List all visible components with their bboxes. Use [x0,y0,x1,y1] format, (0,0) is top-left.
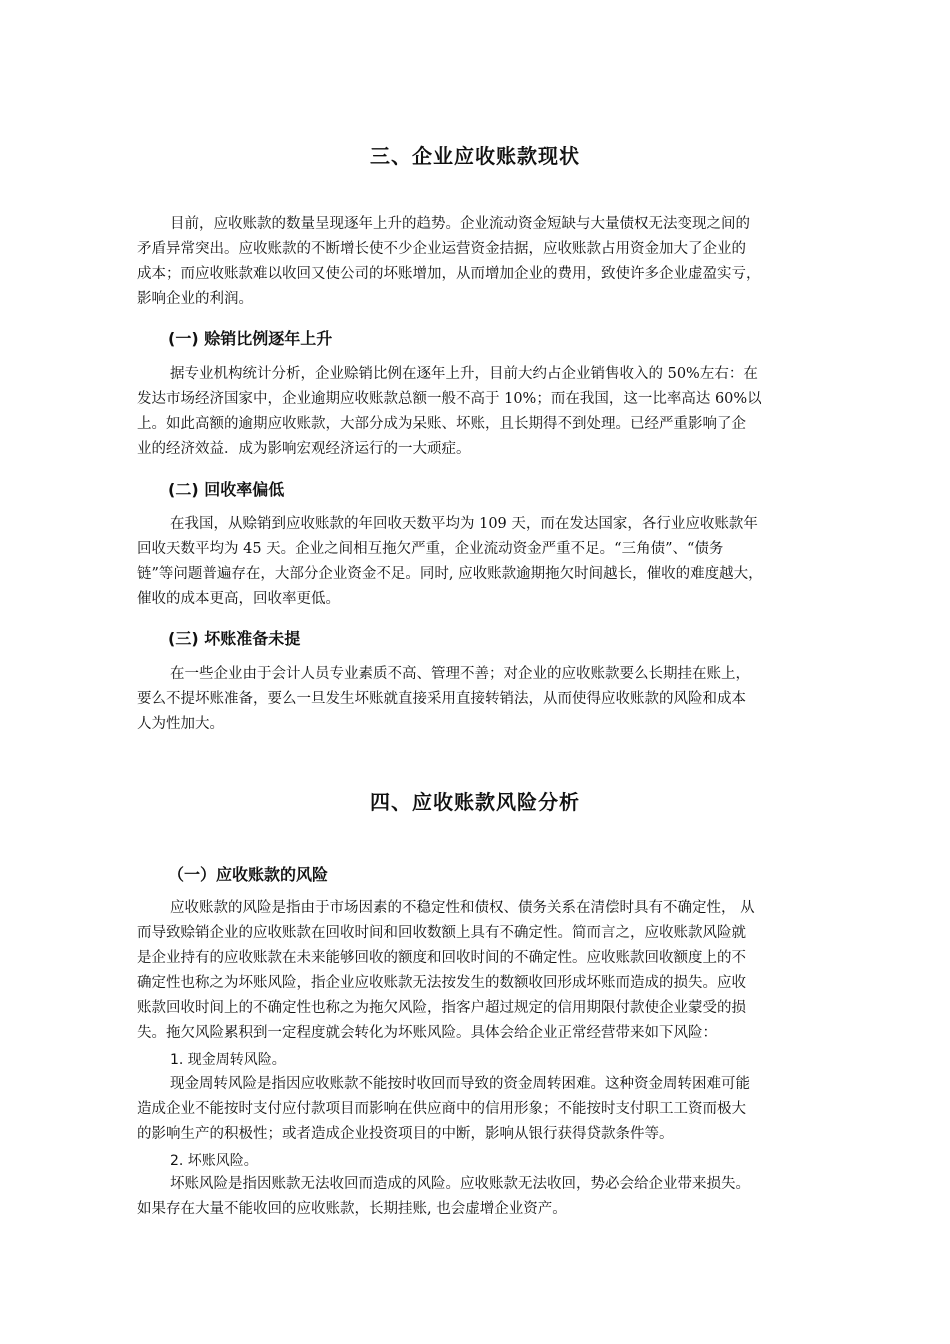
item-cash-turnover-risk: 1. 现金周转风险。 [170,1052,286,1068]
text-line: 现金周转风险是指因应收账款不能按时收回而导致的资金周转困难。这种资金周转困难可能 [170,1076,750,1092]
text-line: 上。如此高额的逾期应收账款，大部分成为呆账、坏账，且长期得不到处理。已经严重影响了企 [137,416,746,432]
text-line: 失。拖欠风险累积到一定程度就会转化为坏账风险。具体会给企业正常经营带来如下风险： [137,1025,717,1041]
text-line: 据专业机构统计分析，企业赊销比例在逐年上升，目前大约占企业销售收入的 50%左右：在 [170,366,758,382]
text-line: 影响企业的利润。 [137,291,253,307]
paragraph-cash-turnover-risk [137,1072,849,1147]
subheading-write-off-ratio: (一) 赊销比例逐年上升 [168,329,333,348]
paragraph-bad-debt-reserve [137,662,849,737]
paragraph-write-off-ratio [137,362,849,462]
text-line: 发达市场经济国家中，企业逾期应收账款总额一般不高于 10%；而在我国，这一比率高达 60%以 [137,391,762,407]
text-line: 矛盾异常突出。应收账款的不断增长使不少企业运营资金拮据，应收账款占用资金加大了企业的 [137,241,746,257]
text-line: 如果存在大量不能收回的应收账款，长期挂账, 也会虚增企业资产。 [137,1201,567,1217]
text-line: 目前，应收账款的数量呈现逐年上升的趋势。企业流动资金短缺与大量债权无法变现之间的 [170,216,750,232]
subheading-receivable-risk: （一）应收账款的风险 [168,865,329,884]
section-3-intro [137,212,849,312]
text-line: 的影响生产的积极性；或者造成企业投资项目的中断，影响从银行获得贷款条件等。 [137,1126,674,1142]
section-3-title: 三、企业应收账款现状 [370,144,580,168]
text-line: 在我国，从赊销到应收账款的年回收天数平均为 109 天，而在发达国家，各行业应收账款年 [170,516,758,532]
paragraph-recovery-rate [137,512,849,612]
text-line: 坏账风险是指因账款无法收回而造成的风险。应收账款无法收回，势必会给企业带来损失。 [170,1176,750,1192]
text-line: 确定性也称之为坏账风险，指企业应收账款无法按发生的数额收回形成坏账而造成的损失。应收 [137,975,746,991]
text-line: 是企业持有的应收账款在未来能够回收的额度和回收时间的不确定性。应收账款回收额度上的不 [137,950,746,966]
text-line: 而导致赊销企业的应收账款在回收时间和回收数额上具有不确定性。简而言之，应收账款风险就 [137,925,746,941]
subheading-bad-debt-reserve: (三) 坏账准备未提 [168,629,301,648]
paragraph-bad-debt-risk [137,1172,849,1222]
item-bad-debt-risk: 2. 坏账风险。 [170,1153,258,1169]
text-line: 在一些企业由于会计人员专业素质不高、管理不善；对企业的应收账款要么长期挂在账上， [170,666,750,682]
section-4-title: 四、应收账款风险分析 [370,790,580,814]
text-line: 链”等问题普遍存在，大部分企业资金不足。同时, 应收账款逾期拖欠时间越长，催收的难度越大， [137,566,763,582]
subheading-recovery-rate: (二) 回收率偏低 [168,480,285,499]
text-line: 业的经济效益．成为影响宏观经济运行的一大顽症。 [137,441,471,457]
paragraph-receivable-risk [137,896,849,1046]
text-line: 应收账款的风险是指由于市场因素的不稳定性和债权、债务关系在清偿时具有不确定性， 从 [170,900,755,916]
text-line: 成本；而应收账款难以收回又使公司的坏账增加，从而增加企业的费用，致使许多企业虚盈实亏， [137,266,761,282]
text-line: 账款回收时间上的不确定性也称之为拖欠风险，指客户超过规定的信用期限付款使企业蒙受的损 [137,1000,746,1016]
text-line: 造成企业不能按时支付应付款项目而影响在供应商中的信用形象；不能按时支付职工工资而极大 [137,1101,746,1117]
text-line: 催收的成本更高，回收率更低。 [137,591,340,607]
text-line: 要么不提坏账准备，要么一旦发生坏账就直接采用直接转销法，从而使得应收账款的风险和成本 [137,691,746,707]
text-line: 人为性加大。 [137,716,224,732]
text-line: 回收天数平均为 45 天。企业之间相互拖欠严重，企业流动资金严重不足。“三角债”、“债务 [137,541,724,557]
